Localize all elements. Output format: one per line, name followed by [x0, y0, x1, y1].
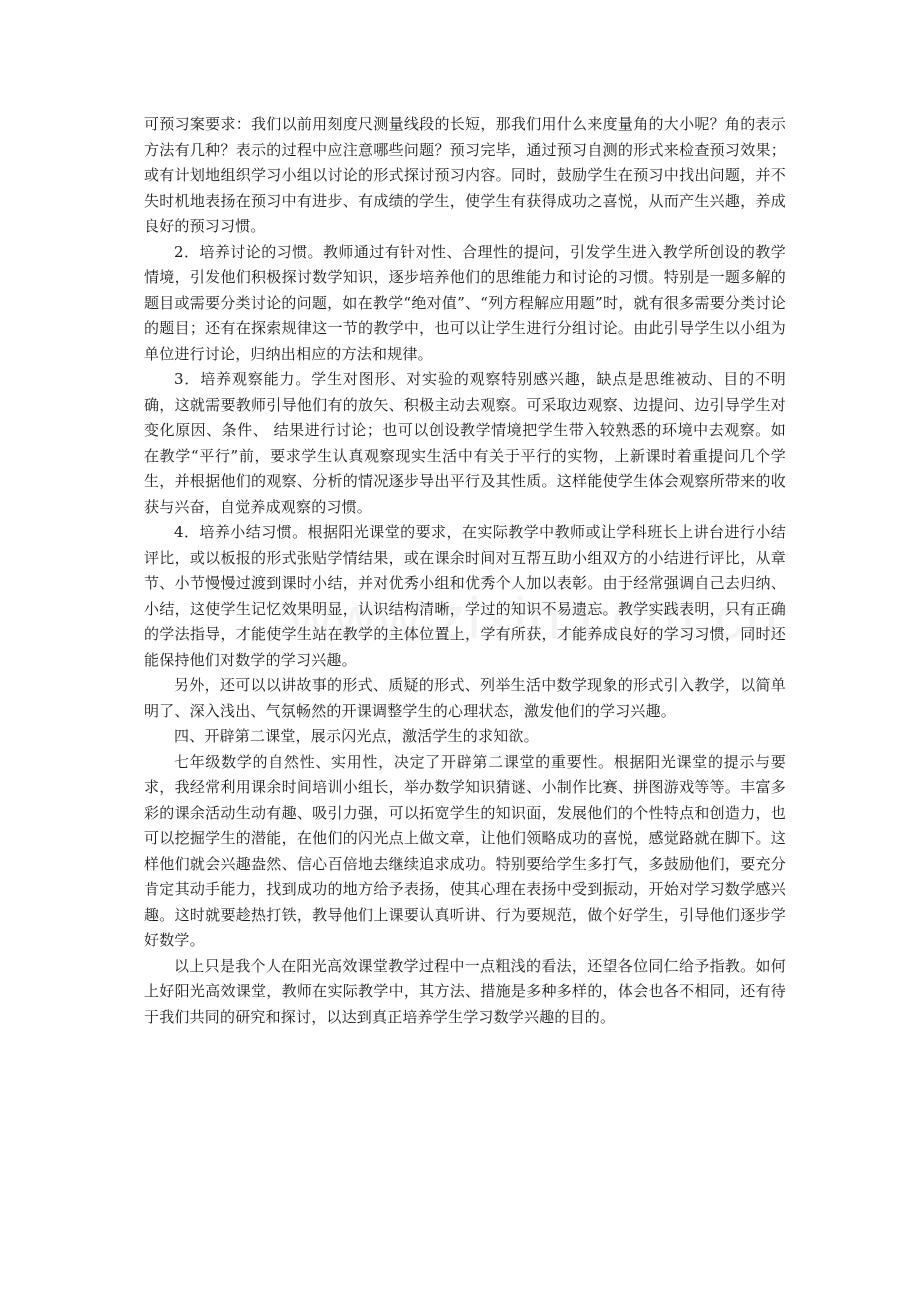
document-body	[144, 112, 786, 1030]
paragraph-second-classroom: 七年级数学的自然性、实用性，决定了开辟第二课堂的重要性。根据阳光课堂的提示与要求，我经常利用课余时间培训小组长，举办数学知识猜谜、小制作比赛、拼图游戏等等。丰富多彩的课余活动生动有趣、吸引力强，可以拓宽学生的知识面，发展他们的个性特点和创造力，也可以挖掘学生的潜能，在他们的闪光点上做文章，让他们领略成功的喜悦，感觉路就在脚下。这样他们就会兴趣盎然、信心百倍地去继续追求成功。特别要给学生多打气，多鼓励他们，要充分肯定其动手能力，找到成功的地方给予表扬，使其心理在表扬中受到振动，开始对学习数学感兴趣。这时就要趁热打铁，教导他们上课要认真听讲、行为要规范，做个好学生，引导他们逐步学好数学。	[144, 752, 786, 949]
paragraph-conclusion: 以上只是我个人在阳光高效课堂教学过程中一点粗浅的看法，还望各位同仁给予指教。如何上好阳光高效课堂，教师在实际教学中，其方法、措施是多种多样的，体会也各不相同，还有待于我们共同的研究和探讨，以达到真正培养学生学习数学兴趣的目的。	[144, 956, 786, 1026]
paragraph-summary-habit: 4．培养小结习惯。根据阳光课堂的要求，在实际教学中教师或让学科班长上讲台进行小结评比，或以板报的形式张贴学情结果，或在课余时间对互帮互助小组双方的小结进行评比，从章节、小节慢慢过渡到课时小结，并对优秀小组和优秀个人加以表彰。由于经常强调自己去归纳、小结，这使学生记忆效果明显，认识结构清晰，学过的知识不易遗忘。教学实践表明，只有正确的学法指导，才能使学生站在教学的主体位置上，学有所获，才能养成良好的学习习惯，同时还能保持他们对数学的学习兴趣。	[144, 523, 786, 669]
paragraph-observation-ability: 3．培养观察能力。学生对图形、对实验的观察特别感兴趣，缺点是思维被动、目的不明确，这就需要教师引导他们有的放矢、积极主动去观察。可采取边观察、边提问、边引导学生对变化原因、条件、 结果进行讨论；也可以创设教学情境把学生带入较熟悉的环境中去观察。如在教学“平行”前，要求学生认真观察现实生活中有关于平行的实物，上新课时着重提问几个学生，并根据他们的观察、分析的情况逐步导出平行及其性质。这样能使学生体会观察所带来的收获与兴奋，自觉养成观察的习惯。	[144, 370, 786, 516]
section-heading-second-classroom: 四、开辟第二课堂，展示闪光点，激活学生的求知欲。	[174, 727, 539, 745]
paragraph-preview-requirements: 可预习案要求：我们以前用刻度尺测量线段的长短，那我们用什么来度量角的大小呢？角的表示方法有几种？表示的过程中应注意哪些问题？预习完毕，通过预习自测的形式来检查预习效果；或有计划地组织学习小组以讨论的形式探讨预习内容。同时，鼓励学生在预习中找出问题，并不失时机地表扬在预习中有进步、有成绩的学生，使学生有获得成功之喜悦，从而产生兴趣，养成良好的预习习惯。	[144, 115, 786, 235]
paragraph-other-methods: 另外，还可以以讲故事的形式、质疑的形式、列举生活中数学现象的形式引入教学，以简单明了、深入浅出、气氛畅然的开课调整学生的心理状态，激发他们的学习兴趣。	[144, 676, 786, 720]
paragraph-discussion-habit: 2．培养讨论的习惯。教师通过有针对性、合理性的提问，引发学生进入教学所创设的教学情境，引发他们积极探讨数学知识，逐步培养他们的思维能力和讨论的习惯。特别是一题多解的题目或需要分类讨论的问题，如在教学“绝对值”、“列方程解应用题”时，就有很多需要分类讨论的题目；还有在探索规律这一节的教学中，也可以让学生进行分组讨论。由此引导学生以小组为单位进行讨论，归纳出相应的方法和规律。	[144, 242, 786, 363]
